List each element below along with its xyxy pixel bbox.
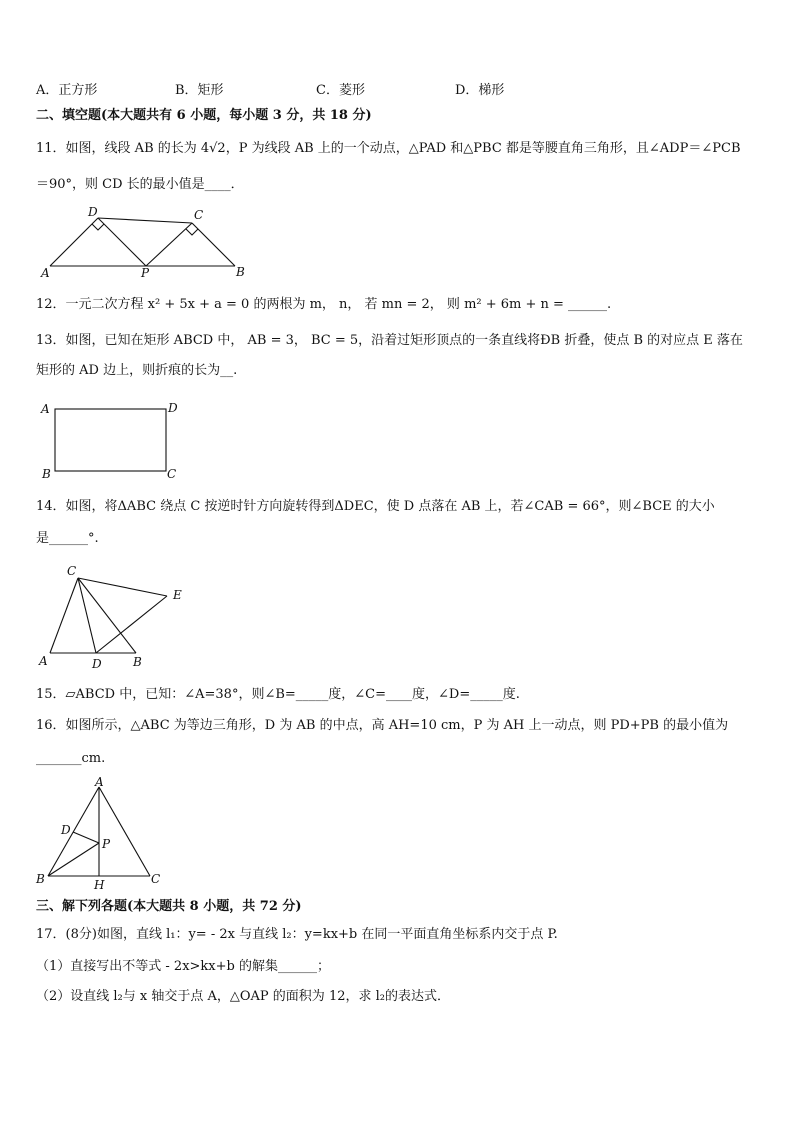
q17-part1: （1）直接写出不等式 - 2x>kx+b 的解集______； [36,959,330,974]
q13-label-d: D [168,401,178,415]
q13-label-a: A [41,402,50,416]
q15-text: 15．▱ABCD 中，已知：∠A=38°，则∠B=_____度，∠C=____度，∠D=_____度. [36,687,520,702]
q11-label-p: P [141,266,150,279]
q16-label-p: P [102,837,111,851]
q11-label-c: C [194,208,204,222]
q13-figure [36,398,186,482]
q16-label-h: H [94,878,105,892]
q17-part2: （2）设直线 l₂与 x 轴交于点 A，△OAP 的面积为 12，求 l₂的表达式． [36,989,450,1004]
q11-figure [40,204,255,279]
q11-label-b: B [236,265,245,279]
q16-label-d: D [61,823,71,837]
q14-figure [36,562,196,672]
q13-label-c: C [167,467,177,481]
q14-label-c: C [67,564,77,578]
q16-label-a: A [95,775,104,789]
q11-text-line1: 11．如图，线段 AB 的长为 4√2，P 为线段 AB 上的一个动点，△PAD 和△PBC 都是等腰直角三角形，且∠ADP＝∠PCB [36,141,741,156]
q16-label-c: C [151,872,161,886]
option-c: C．菱形 [316,83,365,98]
q16-text-line1: 16．如图所示，△ABC 为等边三角形，D 为 AB 的中点，高 AH=10 cm，P 为 AH 上一动点，则 PD+PB 的最小值为 [36,718,729,733]
q14-label-b: B [133,655,142,669]
q14-label-a: A [39,654,48,668]
option-d: D．梯形 [455,83,505,98]
q16-label-b: B [36,872,45,886]
q13-text-line1: 13．如图，已知在矩形 ABCD 中， AB = 3， BC = 5，沿着过矩形顶点的一条直线将ÐB 折叠，使点 B 的对应点 E 落在 [36,333,743,348]
option-b: B．矩形 [175,83,224,98]
q11-label-a: A [41,266,50,279]
q14-label-d: D [92,657,102,671]
q14-label-e: E [173,588,182,602]
q14-text-line1: 14．如图，将ΔABC 绕点 C 按逆时针方向旋转得到ΔDEC，使 D 点落在 AB 上，若∠CAB = 66°，则∠BCE 的大小 [36,499,715,514]
q11-label-d: D [88,205,98,219]
option-a: A．正方形 [36,83,98,98]
section-3-heading: 三、解下列各题(本大题共 8 小题，共 72 分) [36,899,302,914]
q12-text: 12．一元二次方程 x² + 5x + a = 0 的两根为 m， n， 若 mn = 2， 则 m² + 6m + n = ______. [36,297,612,312]
q17-text: 17．(8分)如图，直线 l₁：y= - 2x 与直线 l₂：y=kx+b 在同一平面直角坐标系内交于点 P. [36,927,558,942]
q14-text-line2: 是______°. [36,531,99,546]
q13-text-line2: 矩形的 AD 边上，则折痕的长为__. [36,363,238,378]
q16-text-line2: _______cm. [36,751,106,766]
section-2-heading: 二、填空题(本大题共有 6 小题，每小题 3 分，共 18 分) [36,108,372,123]
q16-figure [34,775,169,893]
q11-text-line2: ＝90°，则 CD 长的最小值是____． [36,177,244,192]
q13-label-b: B [42,467,51,481]
